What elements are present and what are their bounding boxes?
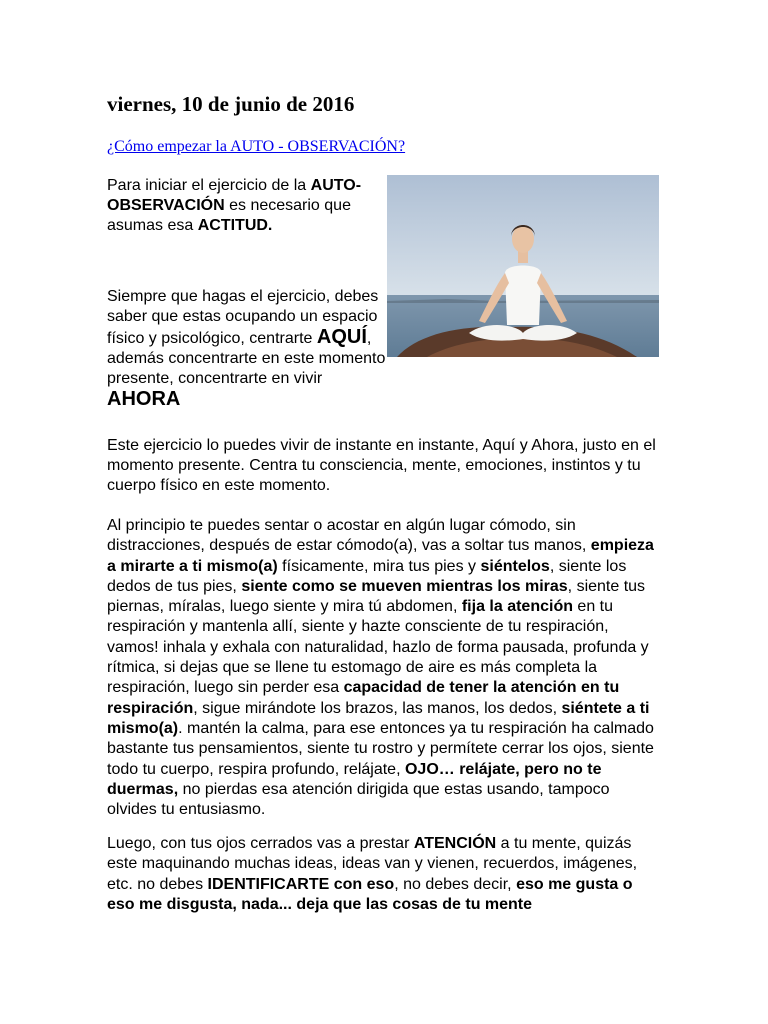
p4-text-4: , siente tus piernas, míralas, luego siente y mira tú abdomen, — [107, 577, 646, 616]
p4-bold-4: fija la atención — [461, 598, 573, 616]
p2-text-2: , además concentrarte en este momento presente, concentrarte en vivir — [107, 330, 386, 387]
aqui-emphasis: AQUÍ — [316, 326, 367, 348]
p4-bold-1: empieza a mirarte a ti mismo(a) — [107, 537, 654, 575]
p4-bold-6: siéntete a ti mismo(a) — [107, 699, 650, 737]
meditation-photo-icon — [387, 175, 659, 357]
meditation-photo — [387, 175, 659, 357]
p4-bold-5: capacidad de tener la atención en tu respiración — [107, 679, 620, 717]
post-title-link[interactable]: ¿Cómo empezar la AUTO - OBSERVACIÓN? — [107, 138, 406, 155]
p5-text-3: , no debes decir, — [394, 875, 517, 893]
paragraph-instructions — [107, 516, 662, 820]
ahora-emphasis: AHORA — [107, 388, 181, 410]
p4-text-3: , siente los dedos de tus pies, — [107, 557, 627, 595]
p5-bold-2: IDENTIFICARTE con eso — [207, 875, 395, 893]
post-date: viernes, 10 de junio de 2016 — [107, 92, 355, 116]
p5-text-2: a tu mente, quizás este maquinando muchas ideas, ideas van y vienen, recuerdos, imágenes, etc. no debes — [107, 835, 638, 893]
p5-bold-1: ATENCIÓN — [413, 835, 497, 852]
intro-text-1: Para iniciar el ejercicio de la — [107, 177, 311, 194]
intro-paragraph — [107, 176, 392, 236]
p4-text-8: no pierdas esa atención dirigida que estas usando, tampoco olvides tu entusiasmo. — [107, 780, 610, 819]
intro-text-2: es necesario que asumas esa — [107, 197, 351, 234]
p4-bold-2: siéntelos — [480, 557, 550, 575]
p4-bold-7: OJO… relájate, pero no te duermas, — [107, 760, 602, 798]
p5-bold-3: eso me gusta o eso me disgusta, nada... deja que las cosas de tu mente — [107, 875, 633, 913]
p4-text-2: físicamente, mira tus pies y — [277, 557, 481, 575]
intro-bold-2: ACTITUD. — [197, 217, 273, 234]
p4-text-5: en tu respiración y mantenla allí, siente y hazte consciente de tu respiración, vamos! inhala y exhala con naturalidad, hazlo de forma pausada, profunda y rítmica, si dejas que se llene tu estomago de aire es más completa la respiración, luego sin perder esa — [107, 598, 649, 697]
p2-text-1: Siempre que hagas el ejercicio, debes saber que estas ocupando un espacio físico y psicológico, centrarte — [107, 288, 379, 347]
p4-text-7: . mantén la calma, para ese entonces ya tu respiración ha calmado bastante tus pensamientos, siente tu rostro y permítete cerrar los ojos, siente todo tu cuerpo, respira profundo, relájate, — [107, 719, 654, 778]
paragraph-aqui-ahora — [107, 287, 392, 411]
p5-text-1: Luego, con tus ojos cerrados vas a prestar — [107, 835, 414, 852]
paragraph-mind-attention — [107, 834, 662, 915]
p4-text-1: Al principio te puedes sentar o acostar en algún lugar cómodo, sin distracciones, después de estar cómodo(a), vas a soltar tus manos, — [107, 517, 591, 555]
paragraph-instante: Este ejercicio lo puedes vivir de instante en instante, Aquí y Ahora, justo en el momento presente. Centra tu consciencia, mente, emociones, instintos y tu cuerpo físico en este momento. — [107, 437, 656, 494]
p4-text-6: , sigue mirándote los brazos, las manos, los dedos, — [193, 699, 562, 717]
intro-bold-1: AUTO-OBSERVACIÓN — [107, 177, 362, 214]
p4-bold-3: siente como se mueven mientras los miras — [241, 577, 568, 595]
